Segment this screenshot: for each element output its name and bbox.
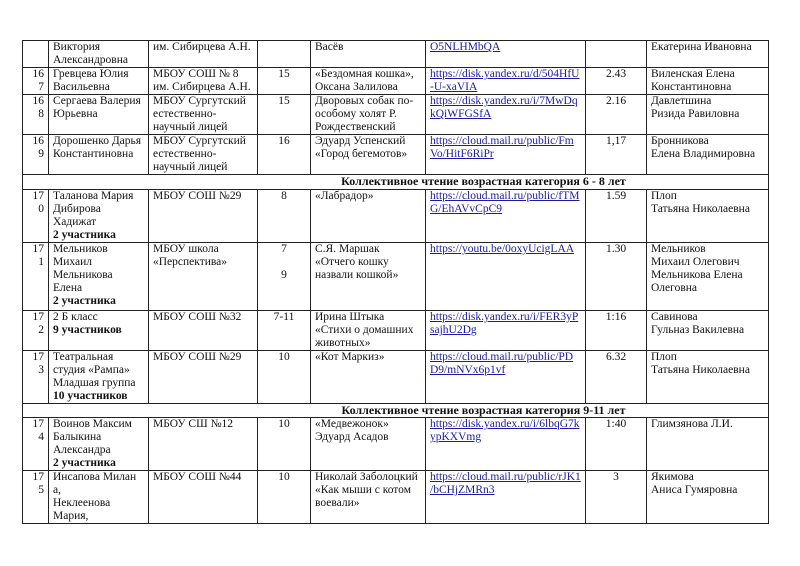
cell-line: Татьяна Николаевна xyxy=(651,203,750,215)
participant-count: 2 участника xyxy=(53,457,116,469)
cell-line: Инсапова Милана, xyxy=(53,471,137,496)
row-number xyxy=(23,41,49,68)
cell-line: https://cloud.mail.ru/public/Fm xyxy=(430,135,574,147)
cell-line: Мельников xyxy=(651,243,706,255)
cell-line: «Город бегемотов» xyxy=(315,148,408,160)
cell-line: 16 xyxy=(278,135,290,147)
cell-line: «Стихи о домашних xyxy=(315,324,414,336)
participants-table xyxy=(22,40,769,524)
work-title xyxy=(311,351,426,404)
cell-line: воевали» xyxy=(315,497,360,509)
teacher xyxy=(647,351,769,404)
participant-names xyxy=(49,243,149,311)
work-title xyxy=(311,41,426,68)
cell-line: sajhU2Dg xyxy=(430,324,477,336)
age xyxy=(258,190,311,243)
cell-line: Бронникова xyxy=(651,135,709,147)
cell-line: Савинова xyxy=(651,311,698,323)
cell-line: Михаил xyxy=(53,256,92,268)
cell-line: Константиновна xyxy=(651,81,732,93)
cell-line: 8 xyxy=(281,190,287,202)
cell-line: Vo/HitF6RiPr xyxy=(430,148,494,160)
school xyxy=(149,190,258,243)
row-number: 173 xyxy=(23,351,49,404)
video-link-anchor[interactable] xyxy=(430,68,580,93)
participant-names xyxy=(49,418,149,471)
duration: 1.59 xyxy=(586,190,647,243)
work-title xyxy=(311,418,426,471)
cell-line: Константиновна xyxy=(53,148,134,160)
video-link-anchor[interactable] xyxy=(430,41,500,53)
video-link-anchor[interactable] xyxy=(430,418,580,443)
cell-line: С.Я. Маршак xyxy=(315,243,380,255)
video-link xyxy=(426,471,586,524)
section-title: Коллективное чтение возрастная категория 9-11 лет xyxy=(23,404,769,418)
duration: 1:16 xyxy=(586,311,647,351)
cell-line: Таланова Мария xyxy=(53,190,134,202)
cell-line: 2 Б класс xyxy=(53,311,98,323)
video-link-anchor[interactable] xyxy=(430,243,574,255)
cell-line: Елена Владимировна xyxy=(651,148,756,160)
participant-count: 9 участников xyxy=(53,324,122,336)
cell-line: «Лабрадор» xyxy=(315,190,374,202)
row-number: 171 xyxy=(23,243,49,311)
video-link xyxy=(426,311,586,351)
cell-line: https://cloud.mail.ru/public/PD xyxy=(430,351,574,363)
age xyxy=(258,68,311,95)
cell-line: МБОУ школа xyxy=(153,243,219,255)
video-link xyxy=(426,135,586,175)
video-link-anchor[interactable] xyxy=(430,351,573,376)
cell-line: научный лицей xyxy=(153,121,228,133)
participant-count: 2 участника xyxy=(53,229,116,241)
cell-line: Мельников xyxy=(53,243,108,255)
cell-line: Эдуард Успенский xyxy=(315,135,406,147)
cell-line: https://cloud.mail.ru/public/rJK1 xyxy=(430,471,581,483)
cell-line: МБОУ СОШ №44 xyxy=(153,471,242,483)
cell-line: Александра xyxy=(53,444,111,456)
participant-names xyxy=(49,351,149,404)
cell-line: назвали кошкой» xyxy=(315,269,399,281)
cell-line: Мельникова Елена xyxy=(651,269,743,281)
cell-line: Александровна xyxy=(53,54,128,66)
cell-line: Васильевна xyxy=(53,81,110,93)
cell-line: Михаил Олегович xyxy=(651,256,740,268)
video-link-anchor[interactable] xyxy=(430,135,574,160)
video-link xyxy=(426,41,586,68)
cell-line: 7-11 xyxy=(273,311,295,323)
cell-line: Елена xyxy=(53,282,83,294)
video-link-anchor[interactable] xyxy=(430,471,581,496)
school xyxy=(149,68,258,95)
section-header-row xyxy=(23,404,769,418)
video-link xyxy=(426,243,586,311)
cell-line: «Медвежонок» xyxy=(315,418,389,430)
cell-line: Театральная xyxy=(53,351,114,363)
duration: 1:40 xyxy=(586,418,647,471)
table-row xyxy=(23,351,769,404)
video-link xyxy=(426,68,586,95)
cell-line: Давлетшина xyxy=(651,95,712,107)
work-title xyxy=(311,95,426,135)
cell-line: особому холят Р. xyxy=(315,108,397,120)
cell-line: https://disk.yandex.ru/i/7MwDq xyxy=(430,95,578,107)
work-title xyxy=(311,135,426,175)
cell-line: kQiWFGSfA xyxy=(430,108,492,120)
duration: 2.16 xyxy=(586,95,647,135)
participant-names xyxy=(49,135,149,175)
cell-line: им. Сибирцева А.Н. xyxy=(153,41,251,53)
cell-line: Екатерина Ивановна xyxy=(651,41,752,53)
cell-line: 15 xyxy=(278,68,290,80)
participant-names xyxy=(49,68,149,95)
age xyxy=(258,311,311,351)
table-row xyxy=(23,471,769,524)
cell-line: O5NLHMbQA xyxy=(430,41,501,53)
cell-line: студия «Рампа» xyxy=(53,364,130,376)
participant-count: 10 участников xyxy=(53,390,128,402)
cell-line: Николай Заболоцкий xyxy=(315,471,418,483)
cell-line: Васёв xyxy=(315,41,344,53)
cell-line: естественно- xyxy=(153,108,217,120)
cell-line: Олеговна xyxy=(651,282,698,294)
teacher xyxy=(647,41,769,68)
cell-line: научный лицей xyxy=(153,161,228,173)
cell-line: Неклеенова xyxy=(53,497,111,509)
cell-line: МБОУ СОШ № 8 xyxy=(153,68,239,80)
cell-line: Оксана Залилова xyxy=(315,81,398,93)
cell-line: «Кот Маркиз» xyxy=(315,351,385,363)
video-link xyxy=(426,351,586,404)
video-link xyxy=(426,190,586,243)
participant-count: 2 участника xyxy=(53,295,116,307)
cell-line: МБОУ СОШ №32 xyxy=(153,311,242,323)
school xyxy=(149,95,258,135)
cell-line: Мария, xyxy=(53,510,89,522)
cell-line: https://youtu.be/0oxyUcigLAA xyxy=(430,243,575,255)
row-number: 168 xyxy=(23,95,49,135)
school xyxy=(149,351,258,404)
duration: 1.30 xyxy=(586,243,647,311)
cell-line: -U-xaVIA xyxy=(430,81,478,93)
teacher xyxy=(647,95,769,135)
school xyxy=(149,243,258,311)
table-row xyxy=(23,243,769,311)
work-title xyxy=(311,471,426,524)
cell-line: Дворовых собак по- xyxy=(315,95,414,107)
cell-line: «Отчего кошку xyxy=(315,256,389,268)
row-number: 172 xyxy=(23,311,49,351)
cell-line: https://cloud.mail.ru/public/fTM xyxy=(430,190,580,202)
row-number: 169 xyxy=(23,135,49,175)
cell-line: Мельникова xyxy=(53,269,113,281)
cell-line: https://disk.yandex.ru/i/6lbqG7k xyxy=(430,418,580,430)
age xyxy=(258,41,311,68)
video-link xyxy=(426,95,586,135)
section-header-row xyxy=(23,175,769,190)
row-number: 170 xyxy=(23,190,49,243)
cell-line: 10 xyxy=(278,418,290,430)
cell-line: Плоп xyxy=(651,351,677,363)
cell-line: ypKXVmg xyxy=(430,431,482,443)
cell-line: МБОУ СОШ №29 xyxy=(153,351,242,363)
table-row xyxy=(23,68,769,95)
cell-line: естественно- xyxy=(153,148,217,160)
cell-line: Якимова xyxy=(651,471,694,483)
teacher xyxy=(647,418,769,471)
teacher xyxy=(647,243,769,311)
cell-line: G/EhAVvCpC9 xyxy=(430,203,502,215)
school xyxy=(149,41,258,68)
cell-line: Младшая группа xyxy=(53,377,136,389)
cell-line: Ризида Равиловна xyxy=(651,108,740,120)
cell-line: Виленская Елена xyxy=(651,68,735,80)
duration: 3 xyxy=(586,471,647,524)
video-link xyxy=(426,418,586,471)
age xyxy=(258,135,311,175)
school xyxy=(149,471,258,524)
teacher xyxy=(647,135,769,175)
cell-line: МБОУ СШ №12 xyxy=(153,418,234,430)
cell-line: /bCHjZMRn3 xyxy=(430,484,495,496)
age xyxy=(258,95,311,135)
section-title: Коллективное чтение возрастная категория 6 - 8 лет xyxy=(23,175,769,190)
cell-line: «Бездомная кошка», xyxy=(315,68,414,80)
row-number: 174 xyxy=(23,418,49,471)
cell-line: «Перспектива» xyxy=(153,256,228,268)
cell-line: Балыкина xyxy=(53,431,102,443)
age xyxy=(258,471,311,524)
cell-line: https://disk.yandex.ru/i/FER3yP xyxy=(430,311,579,323)
cell-line: Воинов Максим xyxy=(53,418,132,430)
cell-line: Аниса Гумяровна xyxy=(651,484,738,496)
cell-line: Дорошенко Дарья xyxy=(53,135,142,147)
teacher xyxy=(647,68,769,95)
cell-line: МБОУ Сургутский xyxy=(153,95,246,107)
row-number: 167 xyxy=(23,68,49,95)
teacher xyxy=(647,190,769,243)
cell-line: Ирина Штыка xyxy=(315,311,385,323)
cell-line: Дибирова xyxy=(53,203,101,215)
teacher xyxy=(647,471,769,524)
school xyxy=(149,311,258,351)
cell-line: им. Сибирцева А.Н. xyxy=(153,81,251,93)
participant-names xyxy=(49,41,149,68)
teacher xyxy=(647,311,769,351)
duration: 6.32 xyxy=(586,351,647,404)
participant-names xyxy=(49,471,149,524)
cell-line: Эдуард Асадов xyxy=(315,431,389,443)
cell-line: МБОУ СОШ №29 xyxy=(153,190,242,202)
table-row xyxy=(23,418,769,471)
cell-line: Глимзянова Л.И. xyxy=(651,418,733,430)
duration xyxy=(586,41,647,68)
cell-line: 10 xyxy=(278,471,290,483)
cell-line: Виктория xyxy=(53,41,101,53)
school xyxy=(149,135,258,175)
participant-names xyxy=(49,311,149,351)
age xyxy=(258,351,311,404)
cell-line: https://disk.yandex.ru/d/504HfU xyxy=(430,68,580,80)
cell-line: D9/mNVx6p1vf xyxy=(430,364,506,376)
cell-line: Сергаева Валерия xyxy=(53,95,141,107)
cell-line: Татьяна Николаевна xyxy=(651,364,750,376)
cell-line: 9 xyxy=(281,269,287,281)
work-title xyxy=(311,311,426,351)
cell-line: «Как мыши с котом xyxy=(315,484,411,496)
cell-line: 10 xyxy=(278,351,290,363)
participant-names xyxy=(49,95,149,135)
video-link-anchor[interactable] xyxy=(430,95,578,120)
table-row xyxy=(23,135,769,175)
age xyxy=(258,243,311,311)
table-row xyxy=(23,311,769,351)
cell-line: Юрьевна xyxy=(53,108,98,120)
work-title xyxy=(311,243,426,311)
cell-line: 7 xyxy=(281,243,287,255)
cell-line: Рождественский xyxy=(315,121,396,133)
video-link-anchor[interactable] xyxy=(430,190,579,215)
cell-line: Плоп xyxy=(651,190,677,202)
cell-line: Хадижат xyxy=(53,216,97,228)
table-row xyxy=(23,41,769,68)
cell-line: Гревцева Юлия xyxy=(53,68,129,80)
duration: 2.43 xyxy=(586,68,647,95)
video-link-anchor[interactable] xyxy=(430,311,578,336)
cell-line: животных» xyxy=(315,337,371,349)
age xyxy=(258,418,311,471)
row-number: 175 xyxy=(23,471,49,524)
table-row xyxy=(23,95,769,135)
cell-line: 15 xyxy=(278,95,290,107)
cell-line: Гульназ Вакилевна xyxy=(651,324,745,336)
work-title xyxy=(311,190,426,243)
school xyxy=(149,418,258,471)
work-title xyxy=(311,68,426,95)
participant-names xyxy=(49,190,149,243)
table-row xyxy=(23,190,769,243)
duration: 1,17 xyxy=(586,135,647,175)
cell-line: МБОУ Сургутский xyxy=(153,135,246,147)
